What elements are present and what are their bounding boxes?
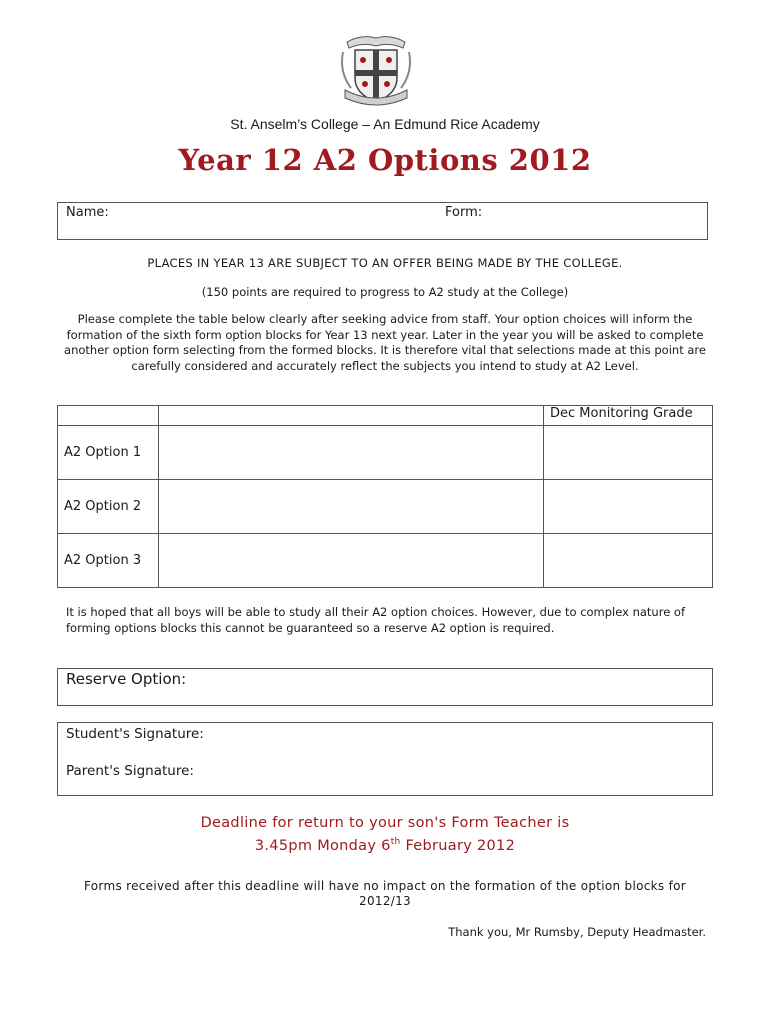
option-subject-cell[interactable] [159,480,544,534]
sign-off: Thank you, Mr Rumsby, Deputy Headmaster. [448,925,706,939]
grade-header: Dec Monitoring Grade [544,406,713,426]
table-header-blank [58,406,159,426]
student-signature-label: Student's Signature: [66,726,204,742]
deadline-line-1: Deadline for return to your son's Form Teacher is [200,815,570,831]
reserve-option-box[interactable] [57,668,713,706]
table-row [58,534,713,588]
instructions-paragraph: Please complete the table below clearly after seeking advice from staff. Your option choices will inform the formation of the sixth form option blocks for Year 13 next year. Later in the year you will be asked to complete another option form selecting from the formed blocks. It is therefore vital that selections made at this point are carefully considered and accurately reflect the subjects you intend to study at A2 Level. [64,312,706,373]
form-label: Form: [445,205,483,220]
option-grade-cell[interactable] [544,534,713,588]
option-subject-cell[interactable] [159,426,544,480]
table-row [58,480,713,534]
table-row [58,426,713,480]
option-label: A2 Option 3 [58,534,159,588]
deadline-time: 3.45pm Monday 6 [254,837,391,854]
name-form-box[interactable] [57,202,708,240]
name-label: Name: [66,205,109,220]
forms-note: Forms received after this deadline will have no impact on the formation of the option blocks for 2012/13 [84,879,686,908]
table-header-row [58,406,713,426]
college-name: St. Anselm’s College – An Edmund Rice Academy [230,116,540,132]
reserve-option-label: Reserve Option: [66,670,187,688]
points-notice: (150 points are required to progress to A2 study at the College) [201,285,569,299]
signature-box[interactable] [57,722,713,796]
college-crest-logo [341,32,411,110]
page-title: Year 12 A2 Options 2012 [178,143,592,177]
deadline-date: February 2012 [400,837,516,854]
parent-signature-label: Parent's Signature: [66,763,194,779]
options-table [57,405,713,588]
option-subject-cell[interactable] [159,534,544,588]
option-label: A2 Option 1 [58,426,159,480]
deadline-ordinal: th [390,837,401,847]
option-label: A2 Option 2 [58,480,159,534]
option-grade-cell[interactable] [544,426,713,480]
deadline-line-2 [0,833,770,856]
option-grade-cell[interactable] [544,480,713,534]
deadline-notice [0,814,770,856]
reserve-note: It is hoped that all boys will be able to study all their A2 option choices. However, due to complex nature of forming options blocks this cannot be guaranteed so a reserve A2 option is required. [66,605,686,635]
table-header-subject [159,406,544,426]
places-notice: PLACES IN YEAR 13 ARE SUBJECT TO AN OFFER BEING MADE BY THE COLLEGE. [147,256,623,270]
